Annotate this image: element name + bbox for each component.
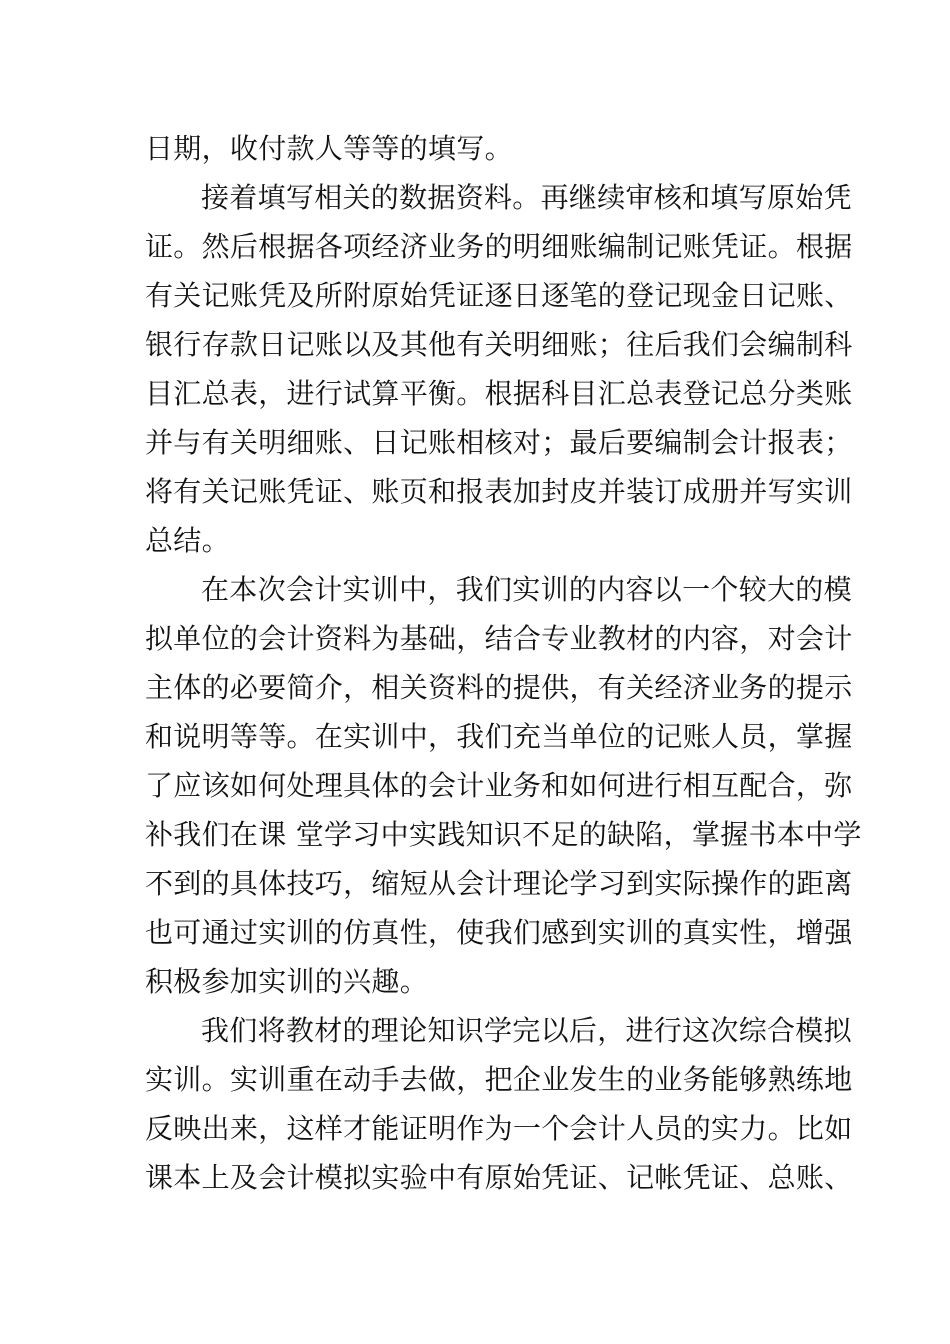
- text-line: 也可通过实训的仿真性，使我们感到实训的真实性，增强: [145, 916, 853, 949]
- text-line: 有关记账凭及所附原始凭证逐日逐笔的登记现金日记账、: [145, 279, 853, 312]
- text-line: 拟单位的会计资料为基础，结合专业教材的内容，对会计: [145, 622, 853, 655]
- document-body: [145, 124, 862, 1202]
- text-line: 不到的具体技巧，缩短从会计理论学习到实际操作的距离: [145, 867, 853, 900]
- text-line: 将有关记账凭证、账页和报表加封皮并装订成册并写实训: [145, 475, 853, 508]
- text-line: 积极参加实训的兴趣。: [145, 965, 429, 998]
- text-line: 了应该如何处理具体的会计业务和如何进行相互配合，弥: [145, 769, 853, 802]
- text-line: 接着填写相关的数据资料。再继续审核和填写原始凭: [201, 181, 852, 214]
- text-line: 在本次会计实训中，我们实训的内容以一个较大的模: [201, 573, 852, 606]
- text-line: 反映出来，这样才能证明作为一个会计人员的实力。比如: [145, 1112, 853, 1145]
- text-line: 证。然后根据各项经济业务的明细账编制记账凭证。根据: [145, 230, 853, 263]
- text-line: 课本上及会计模拟实验中有原始凭证、记帐凭证、总账、: [145, 1161, 853, 1194]
- text-line: 并与有关明细账、日记账相核对；最后要编制会计报表；: [145, 426, 853, 459]
- text-line: 目汇总表，进行试算平衡。根据科目汇总表登记总分类账: [145, 377, 853, 410]
- text-line: 日期，收付款人等等的填写。: [145, 132, 513, 165]
- text-line: 补我们在课 堂学习中实践知识不足的缺陷，掌握书本中学: [145, 818, 862, 851]
- text-line: 和说明等等。在实训中，我们充当单位的记账人员，掌握: [145, 720, 853, 753]
- text-line: 主体的必要简介，相关资料的提供，有关经济业务的提示: [145, 671, 853, 704]
- text-line: 银行存款日记账以及其他有关明细账；往后我们会编制科: [145, 328, 853, 361]
- text-line: 我们将教材的理论知识学完以后，进行这次综合模拟: [201, 1014, 852, 1047]
- text-line: 总结。: [145, 524, 230, 557]
- text-line: 实训。实训重在动手去做，把企业发生的业务能够熟练地: [145, 1063, 853, 1096]
